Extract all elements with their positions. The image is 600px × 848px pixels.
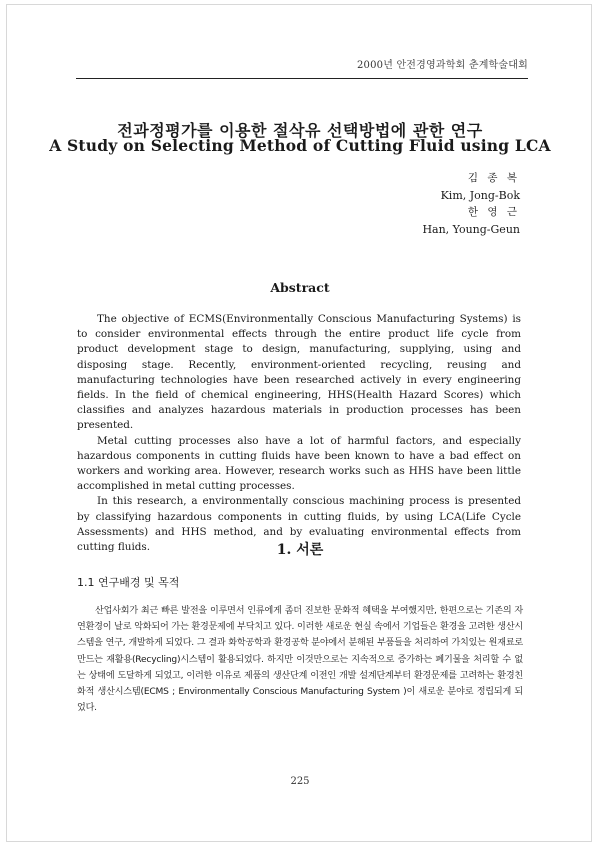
running-header: 2000년 안전경영과학회 춘계학술대회 (356, 60, 528, 71)
abstract-body (77, 312, 521, 555)
header-rule (76, 78, 528, 79)
author-2-english: Han, Young-Geun (422, 223, 520, 236)
author-1-korean: 김 종 복 (467, 172, 520, 184)
intro-body (77, 603, 523, 716)
abstract-heading: Abstract (270, 280, 330, 295)
author-2-korean: 한 영 근 (467, 206, 520, 218)
abstract-paragraph-2: Metal cutting processes also have a lot of harmful factors, and especially hazardous components in cutting fluids have been known to have a bad effect on workers and working area. However, research works such as HHS have been little accomplished in metal cutting processes. (77, 434, 521, 493)
author-block (422, 170, 520, 238)
author-1-english: Kim, Jong-Bok (440, 189, 520, 202)
section-heading: 1. 서론 (276, 542, 324, 558)
title-english: A Study on Selecting Method of Cutting Fluid using LCA (49, 136, 551, 155)
intro-paragraph: 산업사회가 최근 빠른 발전을 이루면서 인류에게 좀더 진보한 문화적 혜택을 부여했지만, 한편으로는 기존의 자연환경이 날로 악화되어 가는 환경문제에 부닥치고 있다. 이러한 새로운 현실 속에서 기업들은 환경을 고려한 생산시스템을 연구, 개발하게 되었다. 그 결과 화학공학과 환경공학 분야에서 분해된 부품들을 처리하여 가치있는 원재료로 만드는 재활용(Recycling)시스템이 활용되었다. 하지만 이것만으로는 지속적으로 증가하는 폐기물을 처리할 수 없는 상태에 도달하게 되었고, 이러한 이유로 제품의 생산단계 이전인 개발 설계단계부터 환경문제를 고려하는 환경친화적 생산시스템(ECMS ; Environmentally Conscious Manufacturing System )이 새로운 분야로 정립되게 되었다. (77, 606, 523, 714)
page-number: 225 (290, 776, 310, 787)
subsection-heading: 1.1 연구배경 및 목적 (77, 576, 180, 589)
title-korean: 전과정평가를 이용한 절삭유 선택방법에 관한 연구 (117, 121, 483, 140)
abstract-paragraph-3: In this research, a environmentally conscious machining process is presented by classifying hazardous components in cutting fluids, by using LCA(Life Cycle Assessments) and HHS method, and by evaluating environmental effects from cutting fluids. (77, 495, 521, 554)
abstract-paragraph-1: The objective of ECMS(Environmentally Conscious Manufacturing Systems) is to consider environmental effects through the entire product life cycle from product development stage to design, manufacturing, supplying, using and disposing stage. Recently, environment-oriented recycling, reusing and manufacturing technologies have been researched actively in every engineering fields. In the field of chemical engineering, HHS(Health Hazard Scores) which classifies and analyzes hazardous materials in production processes has been presented. (77, 313, 521, 432)
